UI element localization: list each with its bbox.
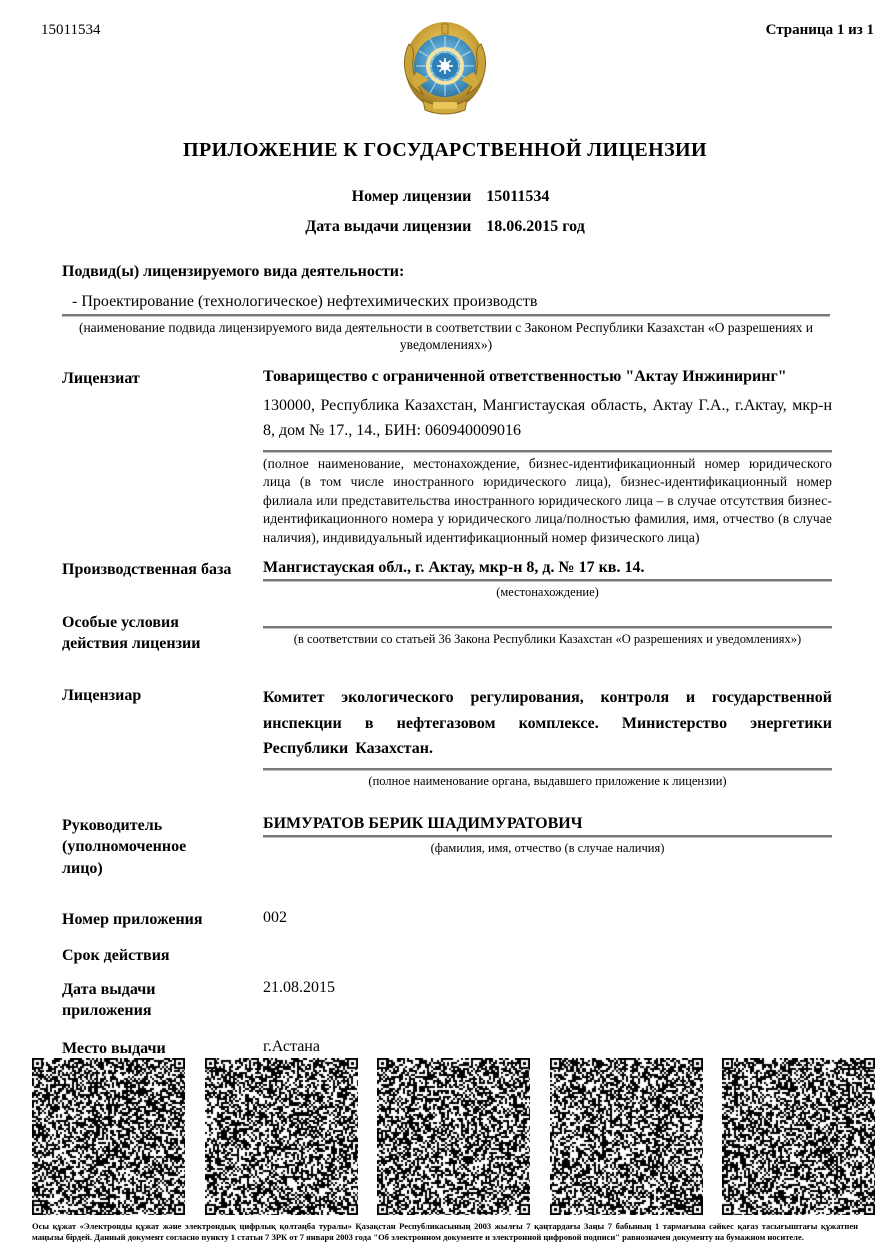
issue-place-row bbox=[62, 1038, 832, 1060]
appendix-issue-date-row bbox=[62, 979, 832, 1022]
licensee-name: Товарищество с ограниченной ответственностью "Актау Инжиниринг" bbox=[263, 368, 787, 385]
validity-label: Срок действия bbox=[62, 947, 170, 965]
production-base-value: Мангистауская обл., г. Актау, мкр-н 8, д. № 17 кв. 14. bbox=[263, 558, 645, 576]
head-caption: (фамилия, имя, отчество (в случае наличия) bbox=[430, 840, 665, 855]
subtype-underline bbox=[62, 314, 830, 317]
legal-footer: Осы құжат «Электронды құжат және электрондық цифрлық қолтаңба туралы» Қазақстан Республикасының 2003 жылғы 7 қаңтардағы Заңы 7 бабының 1 тармағына сәйкес қағаз тасығыштағы құжатпен маңызы бірдей. Данный документ согласно пункту 1 статьи 7 ЗРК от 7 января 2003 года "Об электронном документе и электронной цифровой подписи" равнозначен документу на бумажном носителе. bbox=[32, 1221, 858, 1243]
appendix-issue-date-value: 21.08.2015 bbox=[263, 978, 335, 996]
special-conditions-row bbox=[62, 612, 832, 655]
signature-barcode bbox=[32, 1058, 185, 1215]
appendix-number-label: Номер приложения bbox=[62, 911, 203, 929]
issue-place-label: Место выдачи bbox=[62, 1039, 166, 1057]
signature-barcode bbox=[550, 1058, 703, 1215]
licensor-underline bbox=[263, 768, 832, 771]
production-base-label: Производственная база bbox=[62, 560, 232, 578]
subtype-section bbox=[62, 263, 830, 354]
production-base-caption: (местонахождение) bbox=[496, 584, 599, 599]
license-number-value: 15011534 bbox=[486, 188, 550, 205]
appendix-number-row bbox=[62, 909, 832, 931]
licensee-caption: (полное наименование, местонахождение, бизнес-идентификационный номер юридического лица (в том числе иностранного юридического лица), бизнес-идентификационный номер филиала или представительства иностранного юридического лица – в случае отсутствия бизнес-идентификационного номера у юридического лица/полностью фамилия, имя, отчество (в случае наличия), индивидуальный идентификационный номер физического лица) bbox=[263, 455, 832, 546]
licensee-label: Лицензиат bbox=[62, 370, 140, 387]
licensor-label: Лицензиар bbox=[62, 686, 142, 704]
fields-section bbox=[62, 368, 832, 1059]
license-issue-date-label: Дата выдачи лицензии bbox=[305, 218, 472, 235]
head-row bbox=[62, 815, 832, 880]
issue-place-value: г.Астана bbox=[263, 1037, 320, 1055]
subtype-item: - Проектирование (технологическое) нефтехимических производств bbox=[72, 293, 830, 311]
signature-barcode bbox=[377, 1058, 530, 1215]
kazakhstan-coat-of-arms-icon bbox=[399, 16, 491, 125]
appendix-issue-date-label: Дата выдачи приложения bbox=[62, 980, 156, 1020]
license-number-label: Номер лицензии bbox=[351, 188, 472, 205]
licensee-address: 130000, Республика Казахстан, Мангистауская область, Актау Г.А., г.Актау, мкр-н 8, дом № 17., 14., БИН: 060940009016 bbox=[263, 397, 832, 439]
licensor-caption: (полное наименование органа, выдавшего приложение к лицензии) bbox=[368, 773, 727, 788]
license-summary bbox=[0, 188, 890, 236]
head-label: Руководитель (уполномоченное лицо) bbox=[62, 816, 187, 877]
production-base-underline bbox=[263, 579, 832, 582]
page-indicator: Страница 1 из 1 bbox=[765, 22, 874, 38]
licensee-underline bbox=[263, 450, 832, 453]
licensee-row bbox=[62, 368, 832, 548]
document-number-header: 15011534 bbox=[41, 22, 101, 38]
special-conditions-underline bbox=[263, 626, 832, 629]
signature-barcode bbox=[722, 1058, 875, 1215]
special-conditions-label: Особые условия действия лицензии bbox=[62, 613, 201, 653]
digital-signature-barcodes bbox=[32, 1058, 875, 1215]
special-conditions-caption: (в соответствии со статьей 36 Закона Республики Казахстан «О разрешениях и уведомлениях») bbox=[293, 631, 802, 646]
subtype-caption: (наименование подвида лицензируемого вида деятельности в соответствии с Законом Республики Казахстан «О разрешениях и уведомлениях») bbox=[78, 320, 814, 352]
validity-row bbox=[62, 945, 832, 967]
signature-barcode bbox=[205, 1058, 358, 1215]
document-title: ПРИЛОЖЕНИЕ К ГОСУДАРСТВЕННОЙ ЛИЦЕНЗИИ bbox=[183, 139, 707, 161]
appendix-number-value: 002 bbox=[263, 909, 287, 927]
subtype-heading: Подвид(ы) лицензируемого вида деятельности: bbox=[62, 263, 405, 280]
head-value: БИМУРАТОВ БЕРИК ШАДИМУРАТОВИЧ bbox=[263, 814, 583, 832]
validity-value bbox=[263, 945, 832, 967]
production-base-row bbox=[62, 559, 832, 600]
licensor-value: Комитет экологического регулирования, контроля и государственной инспекции в нефтегазовом комплексе. Министерство энергетики Республики Казахстан. bbox=[263, 688, 832, 758]
licensor-row bbox=[62, 685, 832, 789]
head-underline bbox=[263, 835, 832, 838]
license-issue-date-value: 18.06.2015 год bbox=[486, 218, 585, 235]
